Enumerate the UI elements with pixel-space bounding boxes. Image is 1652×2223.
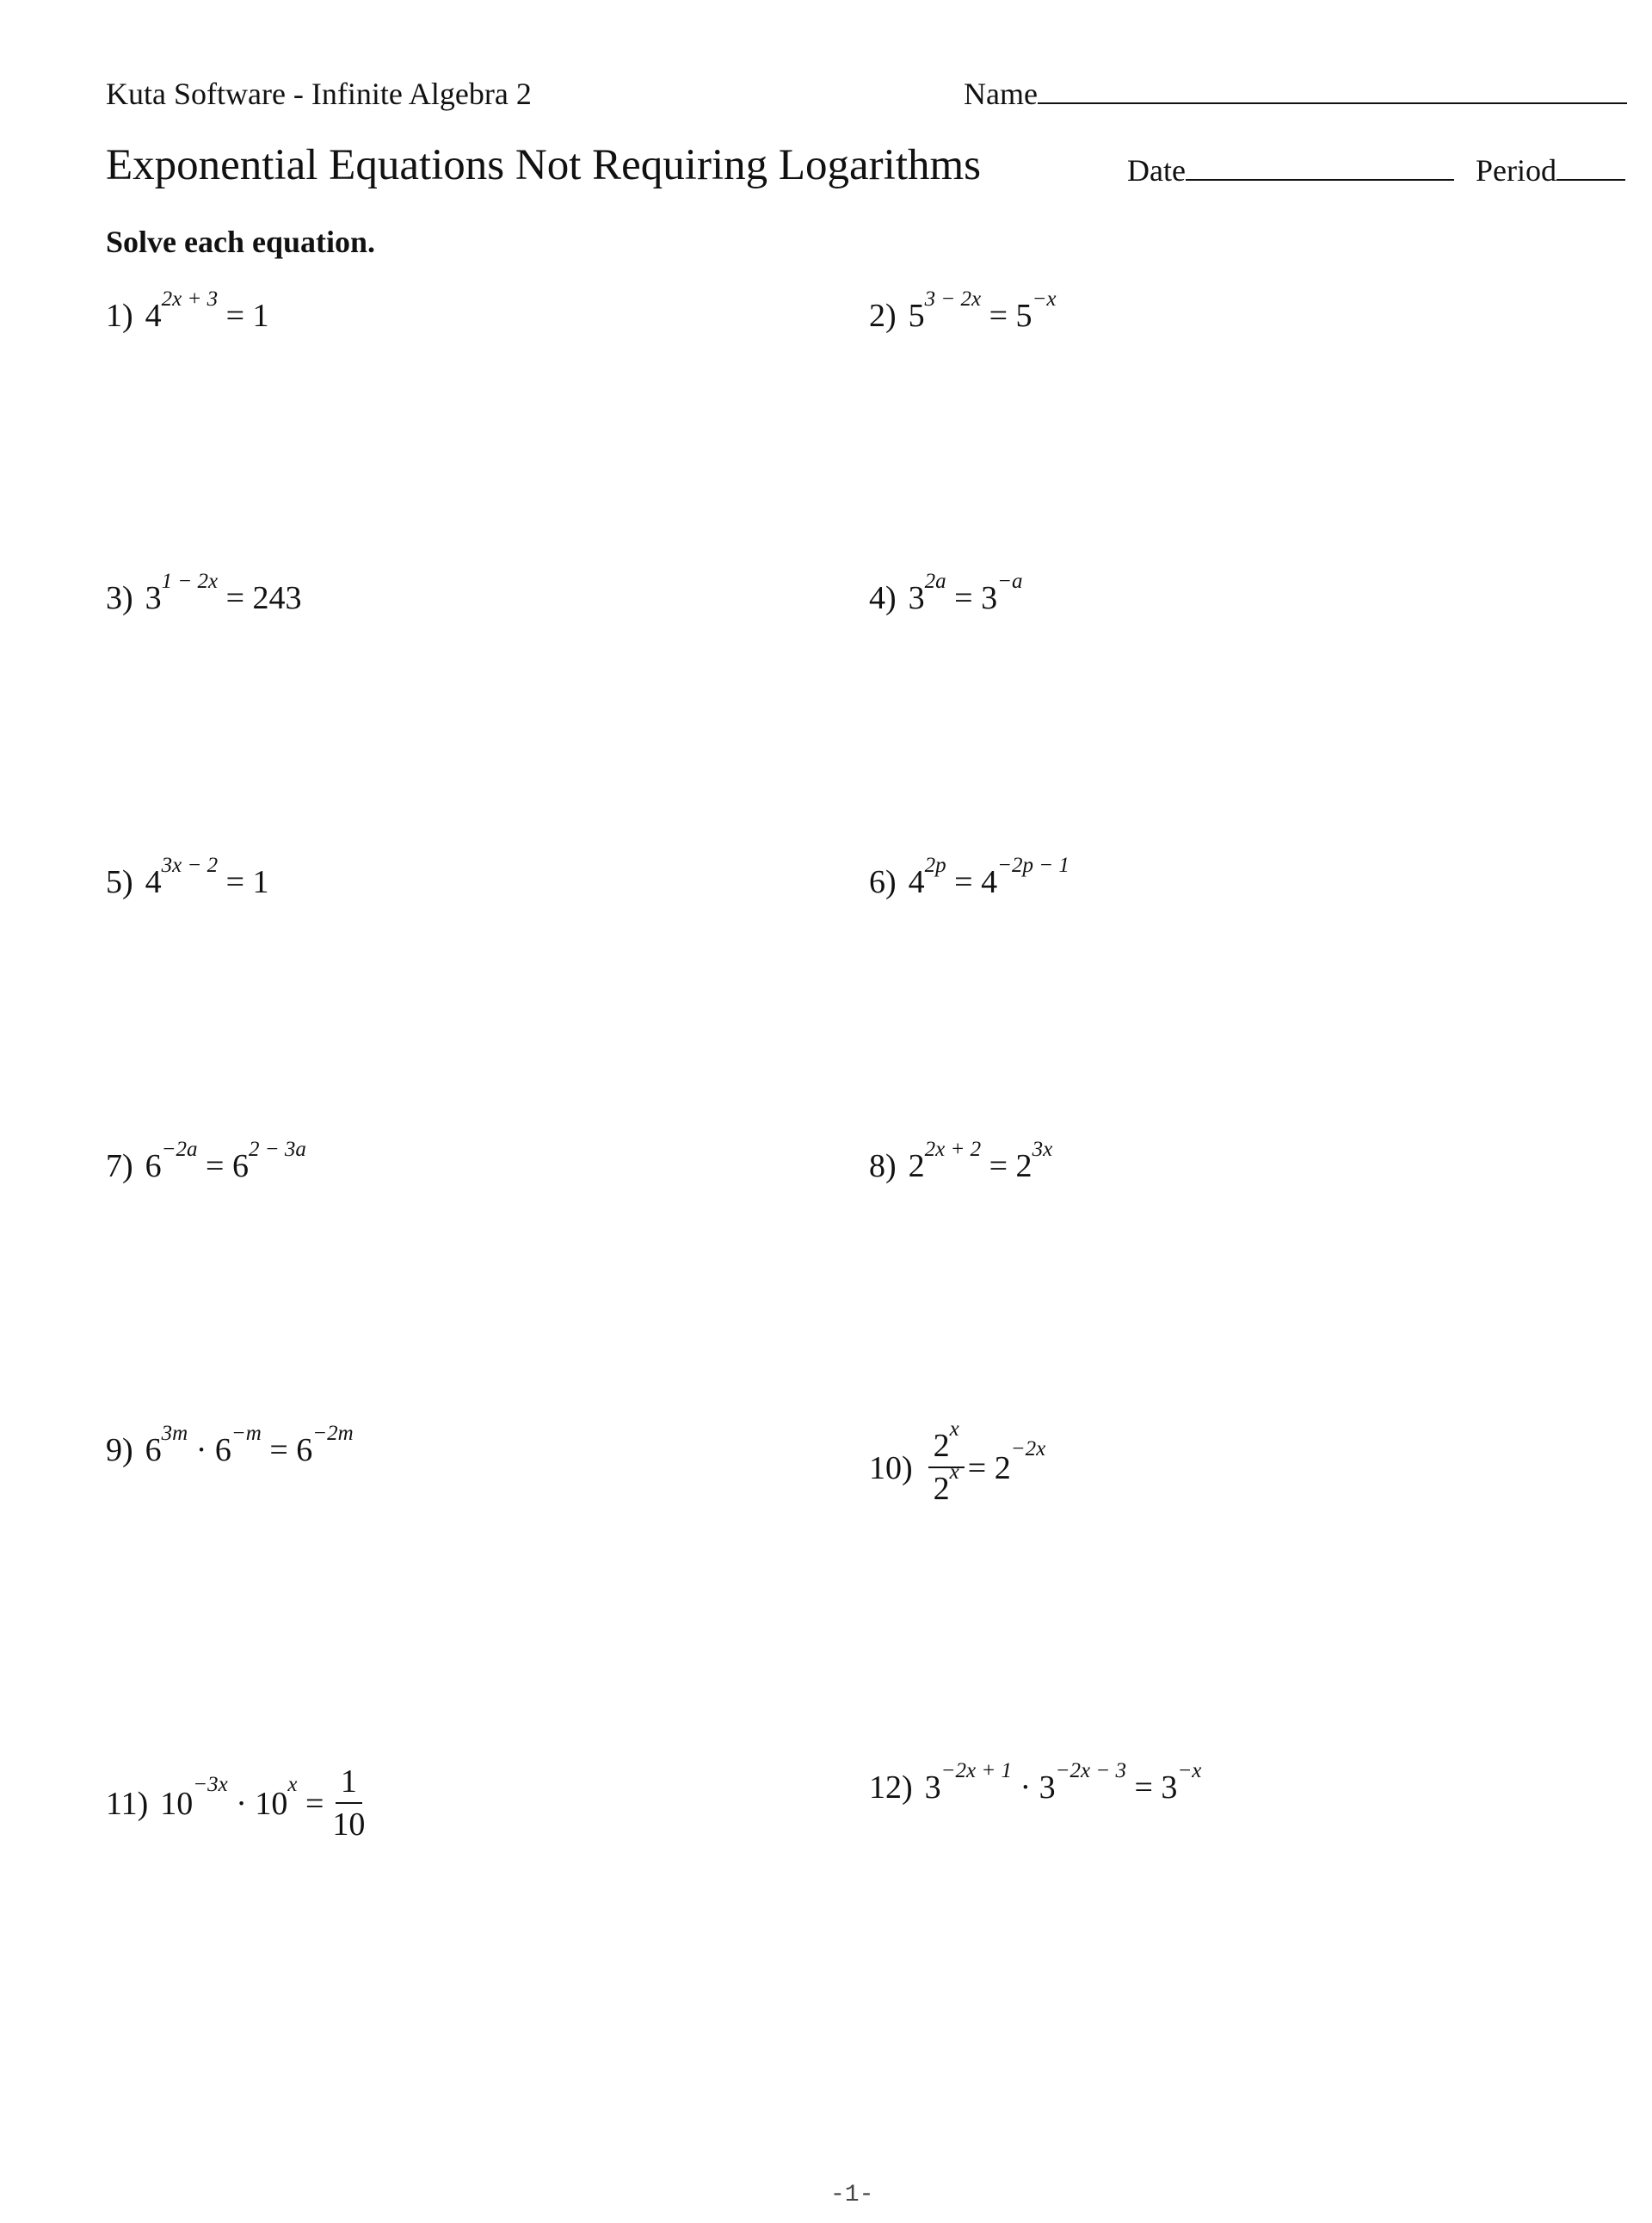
fraction: $\frac{2^x}{2^x}$	[928, 1429, 965, 1508]
period-field[interactable]	[1476, 152, 1625, 188]
problem-7: 7) $6^{-2a} = 6^{2 - 3a}$	[106, 1138, 306, 1184]
problem-4: 4) $3^{2a} = 3^{-a}$	[869, 570, 1023, 616]
date-label: Date	[1127, 153, 1186, 188]
problem-2: 2) $5^{3 - 2x} = 5^{-x}$	[869, 287, 1057, 334]
instructions: Solve each equation.	[106, 225, 376, 259]
problem-12: 12) $3^{-2x + 1} \cdot 3^{-2x - 3} = 3^{-x}$	[869, 1759, 1202, 1806]
problem-8: 8) $2^{2x + 2} = 2^{3x}$	[869, 1138, 1053, 1184]
problem-11: 11) $10^{-3x} \cdot 10^x$ = $\frac{1}{10}$	[106, 1764, 373, 1843]
fraction: $\frac{1}{10}$	[332, 1763, 366, 1843]
problem-9: 9) $6^{3m} \cdot 6^{-m} = 6^{-2m}$	[106, 1422, 354, 1468]
problem-10: 10) $\frac{2^x}{2^x}$ = $2^{-2x}$	[869, 1417, 1046, 1507]
date-field[interactable]	[1127, 152, 1454, 188]
problem-6: 6) $4^{2p} = 4^{-2p - 1}$	[869, 854, 1069, 900]
publisher-label: Kuta Software - Infinite Algebra 2	[106, 77, 532, 111]
worksheet-title: Exponential Equations Not Requiring Logarithms	[106, 141, 982, 189]
period-blank[interactable]	[1556, 178, 1625, 181]
period-label: Period	[1476, 153, 1556, 188]
problem-3: 3) $3^{1 - 2x} = 243$	[106, 570, 302, 616]
page-number: -1-	[830, 2182, 874, 2208]
name-field[interactable]	[964, 76, 1627, 112]
problem-1: 1) $4^{2x + 3} = 1$	[106, 287, 269, 334]
problem-5: 5) $4^{3x - 2} = 1$	[106, 854, 269, 900]
name-blank[interactable]	[1038, 102, 1627, 104]
name-label: Name	[964, 77, 1038, 111]
date-blank[interactable]	[1186, 178, 1454, 181]
